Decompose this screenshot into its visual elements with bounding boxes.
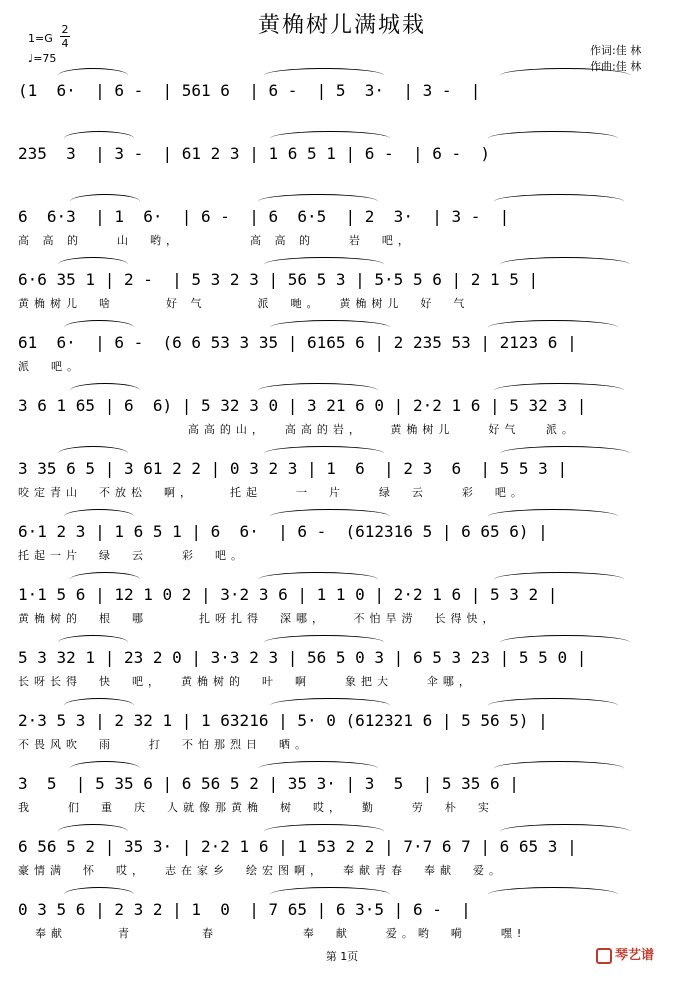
lyrics-line: 豪情满 怀 哎， 志在家乡 绘宏图啊， 奉献青春 奉献 爱。 <box>18 864 505 877</box>
logo-icon <box>596 948 612 964</box>
slur-mark <box>494 572 624 587</box>
slur-mark <box>64 887 134 902</box>
slur-mark <box>500 257 630 272</box>
lyrics-line: 我 们 重 庆 人就像那黄桷 树 哎， 勤 劳 朴 实 <box>18 801 494 814</box>
notes-line: 3 35 6 5 | 3 61 2 2 | 0 3 2 3 | 1 6 | 2 3 6 | 5 5 3 | <box>18 459 568 478</box>
lyrics-line: 不畏风吹 雨 打 不怕那烈日 晒。 <box>18 738 311 751</box>
notes-line: 1·1 5 6 | 12 1 0 2 | 3·2 3 6 | 1 1 0 | 2·2 1 6 | 5 3 2 | <box>18 585 558 604</box>
slur-mark <box>494 194 624 209</box>
slur-mark <box>264 446 384 461</box>
slur-mark <box>70 383 140 398</box>
notes-line: 6 56 5 2 | 35 3· | 2·2 1 6 | 1 53 2 2 | 7·7 6 7 | 6 65 3 | <box>18 837 577 856</box>
lyrics-line: 高高的山， 高高的岩， 黄桷树儿 好气 派。 <box>18 423 578 436</box>
notes-line: 6·6 35 1 | 2 - | 5 3 2 3 | 56 5 3 | 5·5 5 6 | 2 1 5 | <box>18 270 539 289</box>
lyrics-line: 黄桷树的 根 哪 扎呀扎得 深哪， 不怕旱涝 长得快， <box>18 612 499 625</box>
lyrics-line: 奉献 青 春 奉 献 爱。哟 嗬 嘿! <box>18 927 527 940</box>
slur-mark <box>488 509 618 524</box>
slur-mark <box>258 761 378 776</box>
lyrics-line: 长呀长得 快 吧， 黄桷树的 叶 啊 象把大 伞哪， <box>18 675 475 688</box>
lyrics-line: 黄桷树儿 啥 好 气 派 哋。 黄桷树儿 好 气 <box>18 297 470 310</box>
slur-mark <box>500 68 630 83</box>
slur-mark <box>270 131 390 146</box>
logo-text: 琴艺谱 <box>615 948 655 963</box>
slur-mark <box>494 383 624 398</box>
slur-mark <box>70 761 140 776</box>
notes-line: 3 5 | 5 35 6 | 6 56 5 2 | 35 3· | 3 5 | 5 35 6 | <box>18 774 519 793</box>
page-number: 第 1页 <box>325 950 359 963</box>
slur-mark <box>488 320 618 335</box>
slur-mark <box>58 824 128 839</box>
notes-line: 0 3 5 6 | 2 3 2 | 1 0 | 7 65 | 6 3·5 | 6 - | <box>18 900 471 919</box>
slur-mark <box>500 635 630 650</box>
time-signature-bottom: 4 <box>61 37 69 50</box>
slur-mark <box>500 824 630 839</box>
slur-mark <box>488 698 618 713</box>
slur-mark <box>264 635 384 650</box>
slur-mark <box>258 194 378 209</box>
lyrics-line: 托起一片 绿 云 彩 吧。 <box>18 549 247 562</box>
slur-mark <box>58 635 128 650</box>
tempo-mark: ♩=75 <box>28 52 57 65</box>
slur-mark <box>264 257 384 272</box>
slur-mark <box>488 131 618 146</box>
composer-credit: 作曲:佳 林 <box>590 60 642 73</box>
slur-mark <box>64 509 134 524</box>
lyricist-credit: 作词:佳 林 <box>590 44 642 57</box>
slur-mark <box>70 572 140 587</box>
slur-mark <box>64 320 134 335</box>
notes-line: (1 6· | 6 - | 561 6 | 6 - | 5 3· | 3 - | <box>18 81 481 100</box>
slur-mark <box>264 68 384 83</box>
notes-line: 6·1 2 3 | 1 6 5 1 | 6 6· | 6 - (612316 5 | 6 65 6) | <box>18 522 548 541</box>
slur-mark <box>494 761 624 776</box>
slur-mark <box>488 887 618 902</box>
slur-mark <box>270 698 390 713</box>
slur-mark <box>58 68 128 83</box>
slur-mark <box>270 509 390 524</box>
slur-mark <box>264 824 384 839</box>
slur-mark <box>64 131 134 146</box>
key-signature: 1=G <box>28 32 53 45</box>
slur-mark <box>64 698 134 713</box>
time-signature-top: 2 <box>61 23 69 36</box>
slur-mark <box>70 194 140 209</box>
slur-mark <box>270 887 390 902</box>
slur-mark <box>270 320 390 335</box>
slur-mark <box>500 446 630 461</box>
slur-mark <box>58 446 128 461</box>
page-title: 黄桷树儿满城栽 <box>257 13 426 38</box>
lyrics-line: 派 吧。 <box>18 360 83 373</box>
notes-line: 6 6·3 | 1 6· | 6 - | 6 6·5 | 2 3· | 3 - | <box>18 207 510 226</box>
site-logo <box>596 944 654 964</box>
lyrics-line: 高 高 的 山 哟， 高 高 的 岩 吧， <box>18 234 414 247</box>
notes-line: 61 6· | 6 - (6 6 53 3 35 | 6165 6 | 2 235 53 | 2123 6 | <box>18 333 577 352</box>
notes-line: 2·3 5 3 | 2 32 1 | 1 63216 | 5· 0 (612321 6 | 5 56 5) | <box>18 711 548 730</box>
slur-mark <box>58 257 128 272</box>
slur-mark <box>258 572 378 587</box>
notes-line: 3 6 1 65 | 6 6) | 5 32 3 0 | 3 21 6 0 | 2·2 1 6 | 5 32 3 | <box>18 396 587 415</box>
notes-line: 5 3 32 1 | 23 2 0 | 3·3 2 3 | 56 5 0 3 | 6 5 3 23 | 5 5 0 | <box>18 648 587 667</box>
time-signature <box>60 24 70 49</box>
notes-line: 235 3 | 3 - | 61 2 3 | 1 6 5 1 | 6 - | 6 - ) <box>18 144 491 163</box>
lyrics-line: 咬定青山 不放松 啊， 托起 一 片 绿 云 彩 吧。 <box>18 486 527 499</box>
slur-mark <box>258 383 378 398</box>
